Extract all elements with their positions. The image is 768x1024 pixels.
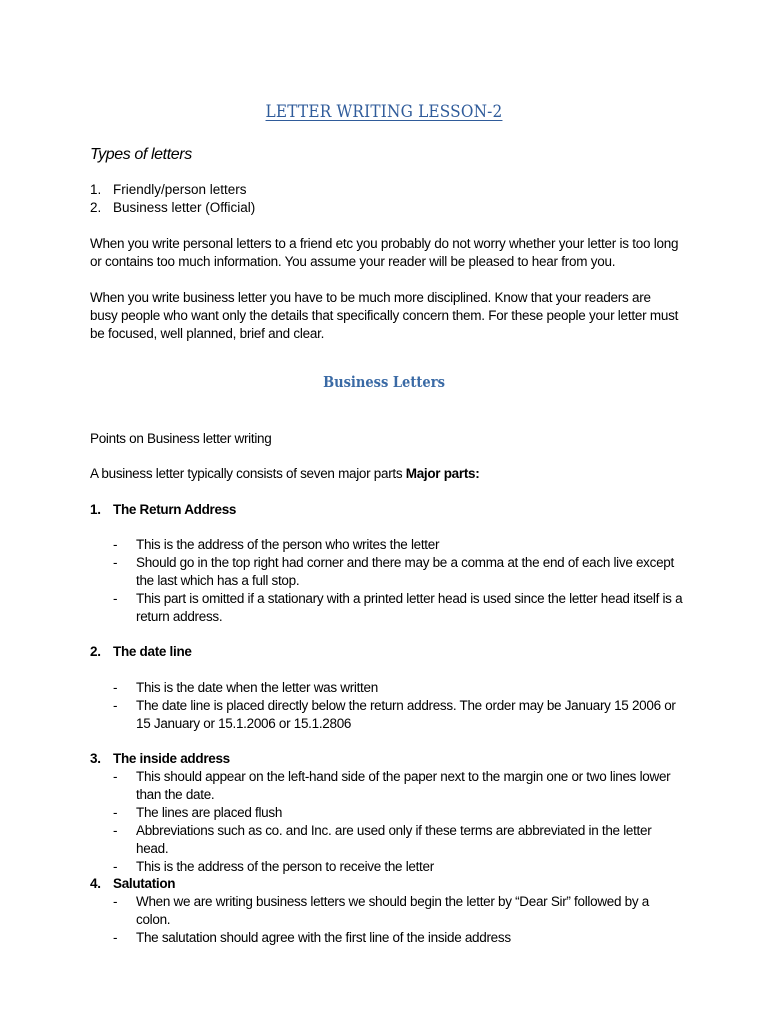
letter-types-list <box>90 181 255 217</box>
bullet-text: This should appear on the left-hand side of the paper next to the margin one or two lines lower than the date. <box>136 769 671 802</box>
part-number: 2. <box>90 644 101 659</box>
bullet-text: When we are writing business letters we should begin the letter by “Dear Sir” followed by a colon. <box>136 894 649 927</box>
types-of-letters-heading: Types of letters <box>90 146 192 163</box>
list-number: 2. <box>90 200 102 215</box>
business-letters-paragraph: When you write business letter you have to be much more disciplined. Know that your readers are busy people who want only the details that specifically concern them. For these people your letter must be focused, well planned, brief and clear. <box>90 290 679 341</box>
bullet-text: This is the address of the person who writes the letter <box>136 537 440 552</box>
list-number: 1. <box>90 182 102 197</box>
list-item <box>113 929 683 947</box>
return-address-bullets <box>113 536 683 626</box>
salutation-bullets <box>113 893 683 947</box>
bullet-dash: - <box>113 823 118 838</box>
list-item <box>90 181 255 199</box>
bullet-text: The date line is placed directly below the return address. The order may be January 15 2006 or 15 January or 15.1.2006 or 15.1.2806 <box>136 698 676 731</box>
bullet-text: This is the date when the letter was written <box>136 680 378 695</box>
inside-address-bullets <box>113 768 683 876</box>
list-item <box>113 822 683 858</box>
list-item-text: Business letter (Official) <box>113 200 256 215</box>
list-item <box>113 804 683 822</box>
list-item <box>113 679 683 697</box>
part-heading-date-line <box>90 643 192 661</box>
part-heading-return-address <box>90 501 236 519</box>
intro-text: A business letter typically consists of seven major parts <box>90 466 406 481</box>
list-item <box>113 697 683 733</box>
bullet-dash: - <box>113 859 118 874</box>
section-heading: Business Letters <box>323 374 445 391</box>
part-number: 3. <box>90 751 101 766</box>
intro-line <box>90 465 479 483</box>
part-title: Salutation <box>113 876 176 891</box>
bullet-dash: - <box>113 769 118 784</box>
list-item <box>113 536 683 554</box>
bullet-text: Abbreviations such as co. and Inc. are used only if these terms are abbreviated in the letter head. <box>136 823 652 856</box>
date-line-bullets <box>113 679 683 733</box>
part-heading-salutation <box>90 875 175 893</box>
bullet-dash: - <box>113 555 118 570</box>
list-item <box>113 768 683 804</box>
bullet-dash: - <box>113 894 118 909</box>
list-item <box>90 199 255 217</box>
bullet-dash: - <box>113 698 118 713</box>
bullet-text: This part is omitted if a stationary with a printed letter head is used since the letter head itself is a return address. <box>136 591 683 624</box>
part-number: 1. <box>90 502 101 517</box>
intro-bold-text: Major parts: <box>405 466 480 481</box>
part-heading-inside-address <box>90 750 230 768</box>
bullet-dash: - <box>113 680 118 695</box>
list-item-text: Friendly/person letters <box>113 182 247 197</box>
bullet-text: Should go in the top right had corner and there may be a comma at the end of each live except the last which has a full stop. <box>136 555 674 588</box>
personal-letters-paragraph: When you write personal letters to a friend etc you probably do not worry whether your letter is too long or contains too much information. You assume your reader will be pleased to hear from you. <box>90 236 679 269</box>
part-title: The date line <box>113 644 192 659</box>
list-item <box>113 858 683 876</box>
list-item <box>113 893 683 929</box>
bullet-text: This is the address of the person to receive the letter <box>136 859 434 874</box>
points-heading: Points on Business letter writing <box>90 431 272 446</box>
part-title: The inside address <box>113 751 230 766</box>
bullet-text: The salutation should agree with the first line of the inside address <box>136 930 511 945</box>
bullet-text: The lines are placed flush <box>136 805 283 820</box>
part-number: 4. <box>90 876 101 891</box>
bullet-dash: - <box>113 805 118 820</box>
part-title: The Return Address <box>113 502 237 517</box>
bullet-dash: - <box>113 537 118 552</box>
list-item <box>113 590 683 626</box>
list-item <box>113 554 683 590</box>
bullet-dash: - <box>113 930 118 945</box>
bullet-dash: - <box>113 591 118 606</box>
page-title: LETTER WRITING LESSON-2 <box>265 102 503 122</box>
